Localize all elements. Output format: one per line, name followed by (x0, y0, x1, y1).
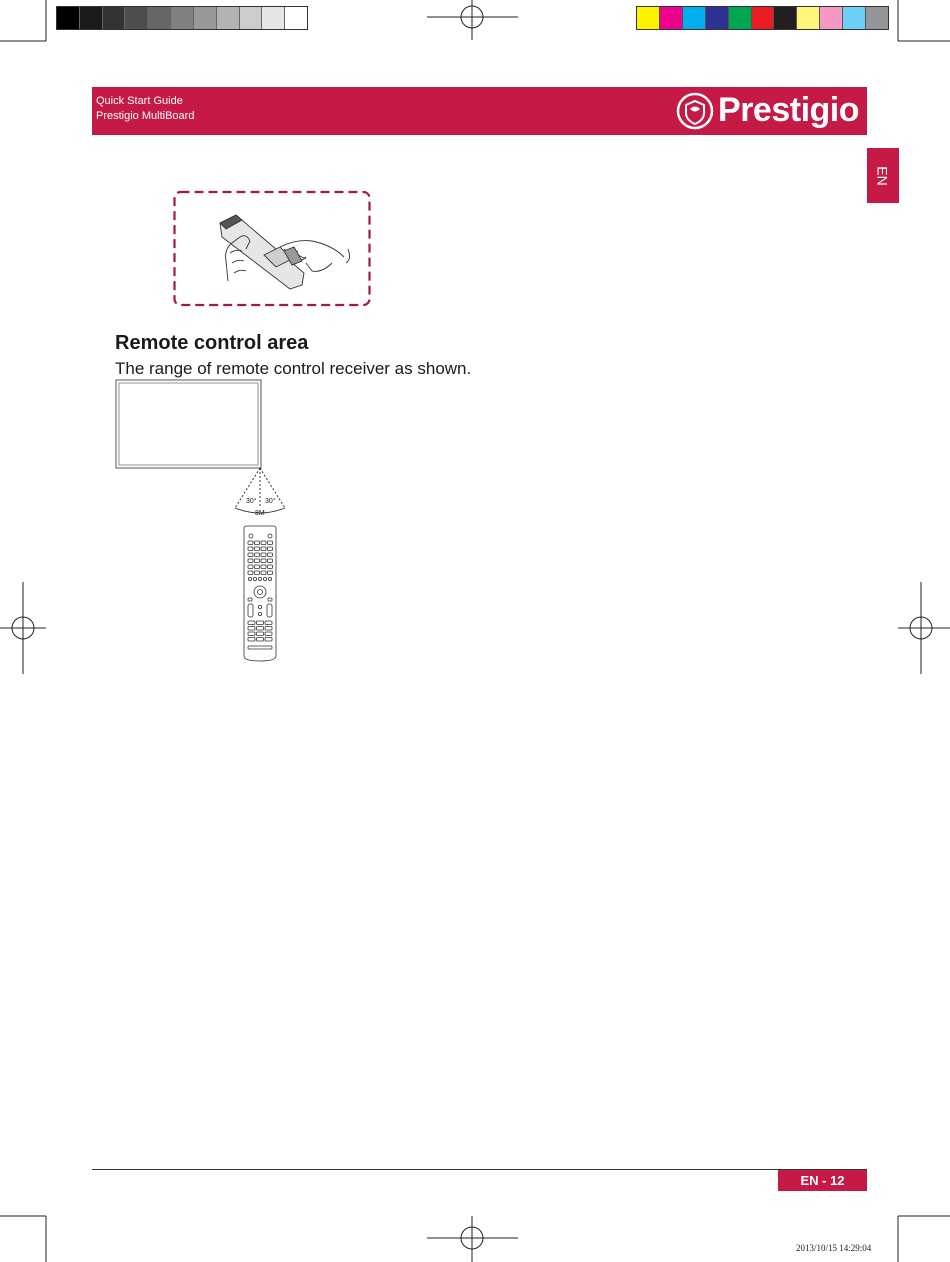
brand-name: Prestigio (718, 91, 859, 129)
page-header (92, 87, 867, 135)
header-text (96, 94, 194, 123)
battery-insertion-illustration (172, 189, 374, 309)
language-label: EN (874, 165, 891, 186)
prestigio-emblem-icon (676, 92, 714, 130)
registration-target-bottom (427, 1216, 518, 1262)
distance-label: 8M (255, 510, 265, 517)
range-cone (235, 468, 285, 508)
section-body: The range of remote control receiver as shown. (115, 359, 472, 378)
language-tab (867, 148, 899, 203)
page-number: EN - 12 (778, 1170, 867, 1191)
registration-target-right (898, 582, 950, 674)
remote-range-diagram (113, 378, 293, 666)
angle-right-label: 30° (265, 498, 276, 505)
angle-left-label: 30° (246, 498, 257, 505)
print-timestamp: 2013/10/15 14:29:04 (796, 1243, 872, 1253)
header-guide-title: Quick Start Guide (96, 95, 183, 107)
registration-target-left (0, 582, 46, 674)
header-product-name: Prestigio MultiBoard (96, 109, 195, 122)
registration-target-top (427, 0, 518, 40)
remote-control-icon (244, 526, 276, 661)
display-panel (116, 380, 261, 468)
footer-rule (92, 1169, 867, 1170)
brand-logo (676, 91, 859, 130)
section-heading: Remote control area (115, 332, 309, 354)
